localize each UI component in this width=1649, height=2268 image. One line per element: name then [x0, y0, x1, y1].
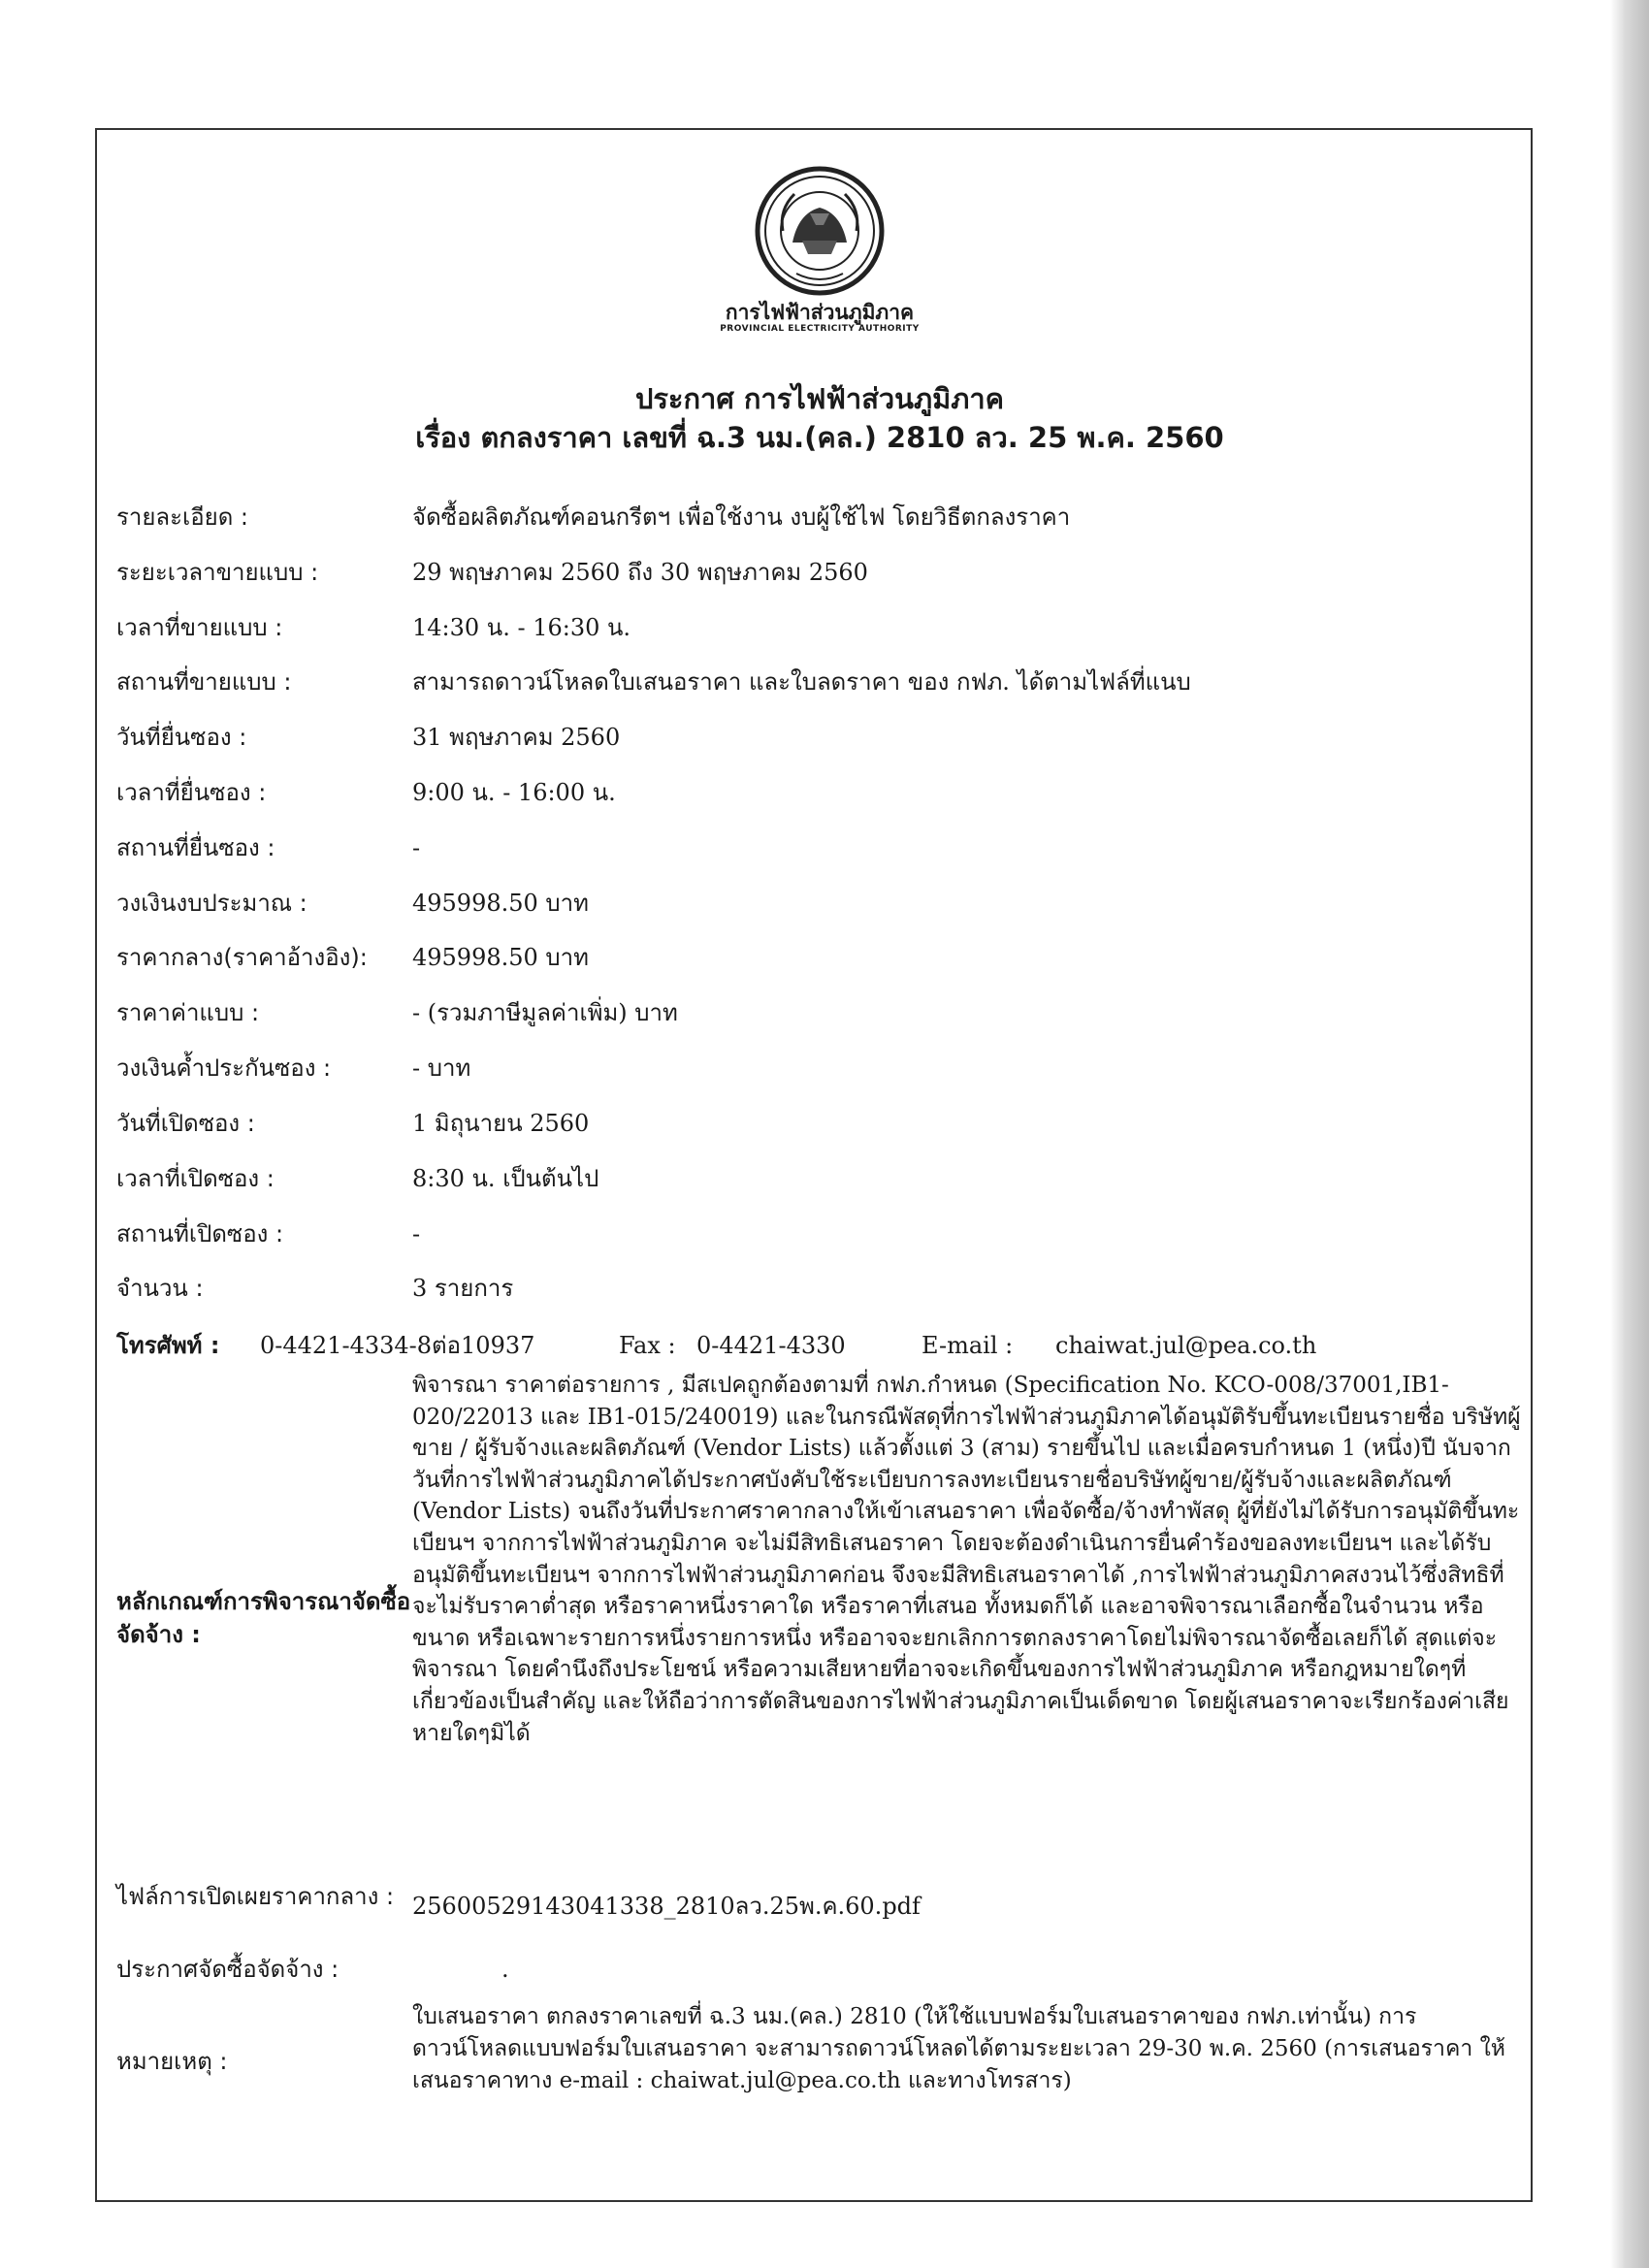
contact-line [116, 1329, 1513, 1362]
row-label: สถานที่เปิดซอง : [116, 1220, 284, 1247]
row-label: วันที่ยื่นซอง : [116, 724, 247, 751]
row-label: จำนวน : [116, 1275, 204, 1302]
row-value: สามารถดาวน์โหลดใบเสนอราคา และใบลดราคา ของ กฟภ. ได้ตามไฟล์ที่แนบ [412, 668, 1191, 696]
row-value: - [412, 1220, 421, 1247]
row-value: - (รวมภาษีมูลค่าเพิ่ม) บาท [412, 999, 678, 1026]
row-label: ราคากลาง(ราคาอ้างอิง): [116, 944, 368, 971]
row-value: 29 พฤษภาคม 2560 ถึง 30 พฤษภาคม 2560 [412, 559, 868, 586]
price-file-link[interactable]: 25600529143041338_2810ลว.25พ.ค.60.pdf [412, 1893, 921, 1920]
row-label: เวลาที่เปิดซอง : [116, 1165, 275, 1192]
announcement-title: ประกาศ การไฟฟ้าส่วนภูมิภาค [634, 382, 1005, 415]
org-name-english: PROVINCIAL ELECTRICITY AUTHORITY [720, 324, 920, 334]
row-value: - บาท [412, 1054, 471, 1082]
row-value: 31 พฤษภาคม 2560 [412, 724, 621, 751]
row-label: วงเงินงบประมาณ : [116, 890, 307, 917]
row-label: ไฟล์การเปิดเผยราคากลาง : [116, 1883, 395, 1910]
row-value: จัดซื้อผลิตภัณฑ์คอนกรีตฯ เพื่อใช้งาน งบผู้ใช้ไฟ โดยวิธีตกลงราคา [412, 503, 1071, 531]
row-value: - [412, 834, 421, 861]
row-label: หมายเหตุ : [116, 2048, 228, 2075]
phone-label: โทรศัพท์ : [116, 1332, 220, 1359]
row-label: วันที่เปิดซอง : [116, 1110, 255, 1137]
row-value: 495998.50 บาท [412, 890, 589, 917]
fax-label: Fax : [619, 1332, 676, 1359]
row-value: 8:30 น. เป็นต้นไป [412, 1165, 599, 1192]
scan-edge-shadow [1610, 0, 1649, 2268]
criteria-text: พิจารณา ราคาต่อรายการ , มีสเปคถูกต้องตามที่ กฟภ.กำหนด (Specification No. KCO-008/37001,IB1-020/22013 และ IB1-015/240019) และในกรณีพัสดุที่การไฟฟ้าส่วนภูมิภาคได้อนุมัติรับขึ้นทะเบียนรายชื่อ บริษัทผู้ขาย / ผู้รับจ้างและผลิตภัณฑ์ (Vendor Lists) แล้วตั้งแต่ 3 (สาม) รายขึ้นไป และเมื่อครบกำหนด 1 (หนึ่ง)ปี นับจากวันที่การไฟฟ้าส่วนภูมิภาคได้ประกาศบังคับใช้ระเบียบการลงทะเบียนรายชื่อบริษัทผู้ขาย/ผู้รับจ้างและผลิตภัณฑ์ (Vendor Lists) จนถึงวันที่ประกาศราคากลางให้เข้าเสนอราคา เพื่อจัดซื้อ/จ้างทำพัสดุ ผู้ที่ยังไม่ได้รับการอนุมัติขึ้นทะเบียนฯ จากการไฟฟ้าส่วนภูมิภาค จะไม่มีสิทธิเสนอราคา โดยจะต้องดำเนินการยื่นคำร้องขอลงทะเบียนฯ และได้รับอนุมัติขึ้นทะเบียนฯ จากการไฟฟ้าส่วนภูมิภาคก่อน จึงจะมีสิทธิเสนอราคาได้ ,การไฟฟ้าส่วนภูมิภาคสงวนไว้ซึ่งสิทธิที่จะไม่รับราคาต่ำสุด หรือราคาหนึ่งราคาใด หรือราคาที่เสนอ ทั้งหมดก็ได้ และอาจพิจารณาเลือกซื้อในจำนวน หรือขนาด หรือเฉพาะรายการหนึ่งรายการหนึ่ง หรืออาจจะยกเลิกการตกลงราคาโดยไม่พิจารณาจัดซื้อเลยก็ได้ สุดแต่จะพิจารณา โดยคำนึงถึงประโยชน์ หรือความเสียหายที่อาจจะเกิดขึ้นของการไฟฟ้าส่วนภูมิภาค หรือกฎหมายใดๆที่เกี่ยวข้องเป็นสำคัญ และให้ถือว่าการตัดสินของการไฟฟ้าส่วนภูมิภาคเป็นเด็ดขาด โดยผู้เสนอราคาจะเรียกร้องค่าเสียหายใดๆมิได้ [412, 1373, 1521, 1746]
email-label: E-mail : [922, 1332, 1014, 1359]
row-label: รายละเอียด : [116, 503, 249, 531]
pea-logo-emblem [754, 165, 886, 297]
criteria-label: หลักเกณฑ์การพิจารณาจัดซื้อจัดจ้าง : [116, 1588, 411, 1648]
row-label: ราคาค่าแบบ : [116, 999, 260, 1026]
row-label: ประกาศจัดซื้อจัดจ้าง : [116, 1956, 340, 1983]
row-label: เวลาที่ขายแบบ : [116, 614, 283, 641]
row-value: 14:30 น. - 16:30 น. [412, 614, 631, 641]
row-value: 3 รายการ [412, 1275, 514, 1302]
row-value: 9:00 น. - 16:00 น. [412, 779, 616, 806]
pea-logo [754, 165, 886, 297]
row-label: ระยะเวลาขายแบบ : [116, 559, 319, 586]
email-address: chaiwat.jul@pea.co.th [1055, 1332, 1317, 1359]
row-label: สถานที่ยื่นซอง : [116, 834, 275, 861]
row-label: สถานที่ขายแบบ : [116, 668, 292, 696]
org-name-thai: การไฟฟ้าส่วนภูมิภาค [725, 301, 915, 324]
note-text: ใบเสนอราคา ตกลงราคาเลขที่ ฉ.3 นม.(คล.) 2810 (ให้ใช้แบบฟอร์มใบเสนอราคาของ กฟภ.เท่านั้น) การดาวน์โหลดแบบฟอร์มใบเสนอราคา จะสามารถดาวน์โหลดได้ตามระยะเวลา 29-30 พ.ค. 2560 (การเสนอราคา ให้เสนอราคาทาง e-mail : chaiwat.jul@pea.co.th และทางโทรสาร) [412, 2004, 1505, 2093]
phone-number: 0-4421-4334-8ต่อ10937 [260, 1332, 535, 1359]
row-value: . [501, 1956, 509, 1983]
row-value: 495998.50 บาท [412, 944, 589, 971]
row-label: วงเงินค้ำประกันซอง : [116, 1054, 332, 1082]
fax-number: 0-4421-4330 [696, 1332, 846, 1359]
row-value: 1 มิถุนายน 2560 [412, 1110, 590, 1137]
announcement-subject: เรื่อง ตกลงราคา เลขที่ ฉ.3 นม.(คล.) 2810 ลว. 25 พ.ค. 2560 [415, 421, 1224, 454]
row-label: เวลาที่ยื่นซอง : [116, 779, 267, 806]
